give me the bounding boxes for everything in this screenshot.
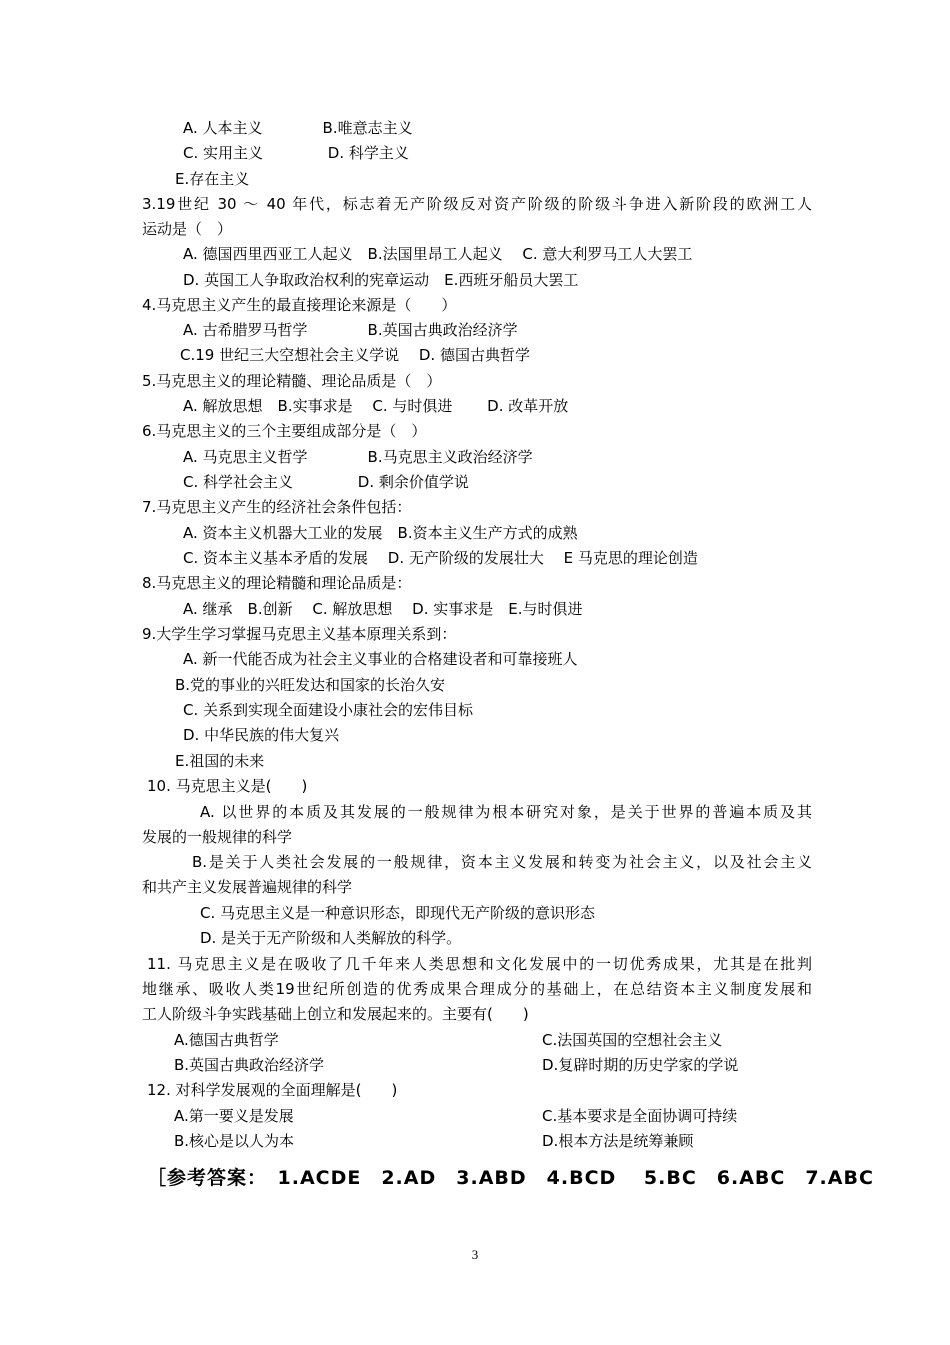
q12-option-b: B.核心是以人为本 [174,1132,295,1150]
q9-option-c: C. 关系到实现全面建设小康社会的宏伟目标 [183,701,474,719]
q8-options: A. 继承 B.创新 C. 解放思想 D. 实事求是 E.与时俱进 [183,600,583,618]
q9-text: 9.大学生学习掌握马克思主义基本原理关系到： [142,625,457,643]
q5-options: A. 解放思想 B.实事求是 C. 与时俱进 D. 改革开放 [183,397,569,415]
q12-option-a: A.第一要义是发展 [174,1107,294,1125]
q4-text: 4.马克思主义产生的最直接理论来源是（ ） [142,296,457,314]
q7-options-cde: C. 资本主义基本矛盾的发展 D. 无产阶级的发展壮大 E 马克思的理论创造 [183,549,698,567]
q10-text: 10. 马克思主义是( ) [147,777,308,795]
q5-text: 5.马克思主义的理论精髓、理论品质是（ ） [142,372,442,390]
q9-option-e: E.祖国的未来 [175,752,265,770]
reference-answers: ［参考答案： 1.ACDE 2.AD 3.ABD 4.BCD 5.BC 6.ABC 7.ABC [147,1167,874,1189]
q11-option-d: D.复辟时期的历史学家的学说 [542,1056,739,1074]
q12-option-c: C.基本要求是全面协调可持续 [542,1107,738,1125]
q10-option-d: D. 是关于无产阶级和人类解放的科学。 [200,929,462,947]
q4-options-cd: C.19 世纪三大空想社会主义学说 D. 德国古典哲学 [180,346,530,364]
q11-option-c: C.法国英国的空想社会主义 [542,1031,723,1049]
q6-options-cd: C. 科学社会主义 D. 剩余价值学说 [183,473,469,491]
q8-text: 8.马克思主义的理论精髓和理论品质是： [142,574,412,592]
q9-option-a: A. 新一代能否成为社会主义事业的合格建设者和可靠接班人 [183,650,578,668]
q10-option-b-line2: 和共产主义发展普遍规律的科学 [142,878,353,896]
q9-option-d: D. 中华民族的伟大复兴 [183,726,340,744]
q9-option-b: B.党的事业的兴旺发达和国家的长治久安 [175,676,446,694]
q3-options-abc: A. 德国西里西亚工人起义 B.法国里昂工人起义 C. 意大利罗马工人大罢工 [183,245,693,263]
q11-text-line2: 地继承、吸收人类19世纪所创造的优秀成果合理成分的基础上，在总结资本主义制度发展和 [142,980,812,998]
q6-text: 6.马克思主义的三个主要组成部分是（ ） [142,422,427,440]
q12-option-d: D.根本方法是统筹兼顾 [542,1132,694,1150]
q10-option-b-line1: B.是关于人类社会发展的一般规律，资本主义发展和转变为社会主义，以及社会主义 [192,853,812,871]
q2-option-ab: A. 人本主义 B.唯意志主义 [183,119,413,137]
q2-option-e: E.存在主义 [175,170,250,188]
q7-text: 7.马克思主义产生的经济社会条件包括： [142,498,412,516]
q7-options-ab: A. 资本主义机器大工业的发展 B.资本主义生产方式的成熟 [183,524,578,542]
q10-option-a-line1: A. 以世界的本质及其发展的一般规律为根本研究对象，是关于世界的普遍本质及其 [200,803,812,821]
q11-text-line1: 11. 马克思主义是在吸收了几千年来人类思想和文化发展中的一切优秀成果，尤其是在批判 [147,955,812,973]
q11-text-line3: 工人阶级斗争实践基础上创立和发展起来的。主要有( ) [142,1005,529,1023]
q11-option-a: A.德国古典哲学 [174,1031,279,1049]
q4-options-ab: A. 古希腊罗马哲学 B.英国古典政治经济学 [183,321,518,339]
q10-option-c: C. 马克思主义是一种意识形态，即现代无产阶级的意识形态 [200,904,596,922]
q3-text-line2: 运动是（ ） [142,220,233,238]
q3-options-de: D. 英国工人争取政治权利的宪章运动 E.西班牙船员大罢工 [183,271,579,289]
page-number: 3 [471,1247,479,1262]
q10-option-a-line2: 发展的一般规律的科学 [142,828,293,846]
q2-option-cd: C. 实用主义 D. 科学主义 [183,144,409,162]
q3-text-line1: 3.19世纪 30 ～ 40 年代，标志着无产阶级反对资产阶级的阶级斗争进入新阶段的欧洲工人 [142,195,812,213]
q11-option-b: B.英国古典政治经济学 [174,1056,325,1074]
q6-options-ab: A. 马克思主义哲学 B.马克思主义政治经济学 [183,448,533,466]
q12-text: 12. 对科学发展观的全面理解是( ) [147,1081,398,1099]
